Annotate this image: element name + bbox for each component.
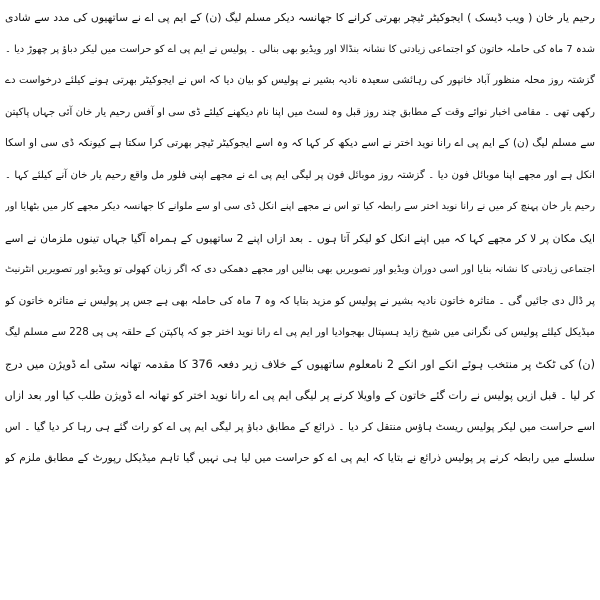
article-line: پر ڈال دی جائیں گی ۔ متاثرہ خاتون نادیہ بشیر نے پولیس کو مزید بتایا کہ وہ 7 ماہ کی حاملہ بھی ہے جس پر پولیس نے متاثرہ خاتون کو: [5, 294, 595, 307]
article-line: ایک مکان پر لا کر مجھے کہا کہ میں اپنے انکل کو لیکر آتا ہوں ۔ بعد ازاں اپنے 2 ساتھیوں کے ہمراہ آگیا جہاں تینوں ملزمان نے اسے: [5, 231, 595, 245]
article-line: سے مسلم لیگ (ن) کے ایم پی اے رانا نوید اختر نے اسے دیکھ کر کہا کہ وہ اسے ایجوکیٹر ٹیچر بھرتی کرا سکتا ہے کیونکہ ڈی سی او اسکا: [5, 137, 595, 149]
article-line: کر لیا ۔ قبل ازیں پولیس نے رات گئے خاتون کے واویلا کرنے پر لیگی ایم پی اے رانا نوید اختر کو تھانہ اے ڈویژن طلب کیا اور بعد ازاں: [5, 389, 595, 402]
article-line: اجتماعی زیادتی کا نشانہ بنایا اور اسی دوران ویڈیو اور تصویریں بھی بنالیں اور مجھے دھمکی دی کہ اگر زبان کھولی تو ویڈیو اور تصویریں انٹرنیٹ: [5, 264, 595, 275]
article-line: میڈیکل کیلئے پولیس کی نگرانی میں شیخ زاید ہسپتال بھجوادیا اور ایم پی اے رانا نوید اختر جو کہ پاکپتن کے حلقہ پی پی 228 سے مسلم لیگ: [5, 327, 595, 338]
article-line: رحیم یار خان پہنچ کر میں نے رانا نوید اختر سے رابطہ کیا تو اس نے مجھے اپنے انکل ڈی سی او سے ملوانے کا جھانسہ دیکر مجھے کار میں بٹھایا اور: [5, 201, 595, 212]
article-line: سلسلے میں رابطہ کرنے پر پولیس ذرائع نے بتایا کہ ایم پی اے کو حراست میں لیا ہی نہیں گیا تاہم میڈیکل رپورٹ کے مطابق ملزم کو: [5, 452, 595, 464]
article-line: گزشتہ روز محلہ منظور آباد خانپور کی رہائشی سعیدہ نادیہ بشیر نے پولیس کو بیان دیا کہ اس نے ایجوکیٹر بھرتی ہونے کیلئے درخواست دے: [5, 75, 595, 86]
article-line: (ن) کی ٹکٹ پر منتخب ہوئے انکے اور انکے 2 نامعلوم ساتھیوں کے خلاف زیر دفعہ 376 کا مقدمہ تھانہ سٹی اے ڈویژن میں درج: [5, 357, 595, 371]
article-line: اسے حراست میں لیکر پولیس ریسٹ ہاؤس منتقل کر دیا ۔ ذرائع کے مطابق دباؤ پر لیگی ایم پی اے کو رات گئے ہی رہا کر دیا گیا ۔ اس: [5, 420, 595, 433]
article-line: انکل ہے اور مجھے اپنا موبائل فون دیا ۔ گزشتہ روز موبائل فون پر لیگی ایم پی اے نے مجھے اپنی فلور مل واقع رحیم یار خان آنے کیلئے کہا ۔: [5, 169, 595, 181]
article-line: شدہ 7 ماہ کی حاملہ خاتون کو اجتماعی زیادتی کا نشانہ بنڈالا اور ویڈیو بھی بنالی ۔ پولیس نے ایم پی اے کو حراست میں لیکر دباؤ پر چھوڑ دیا ۔: [5, 43, 595, 55]
article-line: رحیم یار خان ( ویب ڈیسک ) ایجوکیٹر ٹیچر بھرتی کرانے کا جھانسہ دیکر مسلم لیگ (ن) کے ایم پی اے نے ساتھیوں کی مدد سے شادی: [5, 11, 595, 24]
urdu-news-article: [5, 2, 595, 475]
article-line: رکھی تھی ۔ مقامی اخبار نوائے وقت کے مطابق چند روز قبل وہ لسٹ میں اپنا نام دیکھنے کیلئے ڈی سی او آفس رحیم یار خان آئی جہاں پاکپتن: [5, 106, 595, 118]
